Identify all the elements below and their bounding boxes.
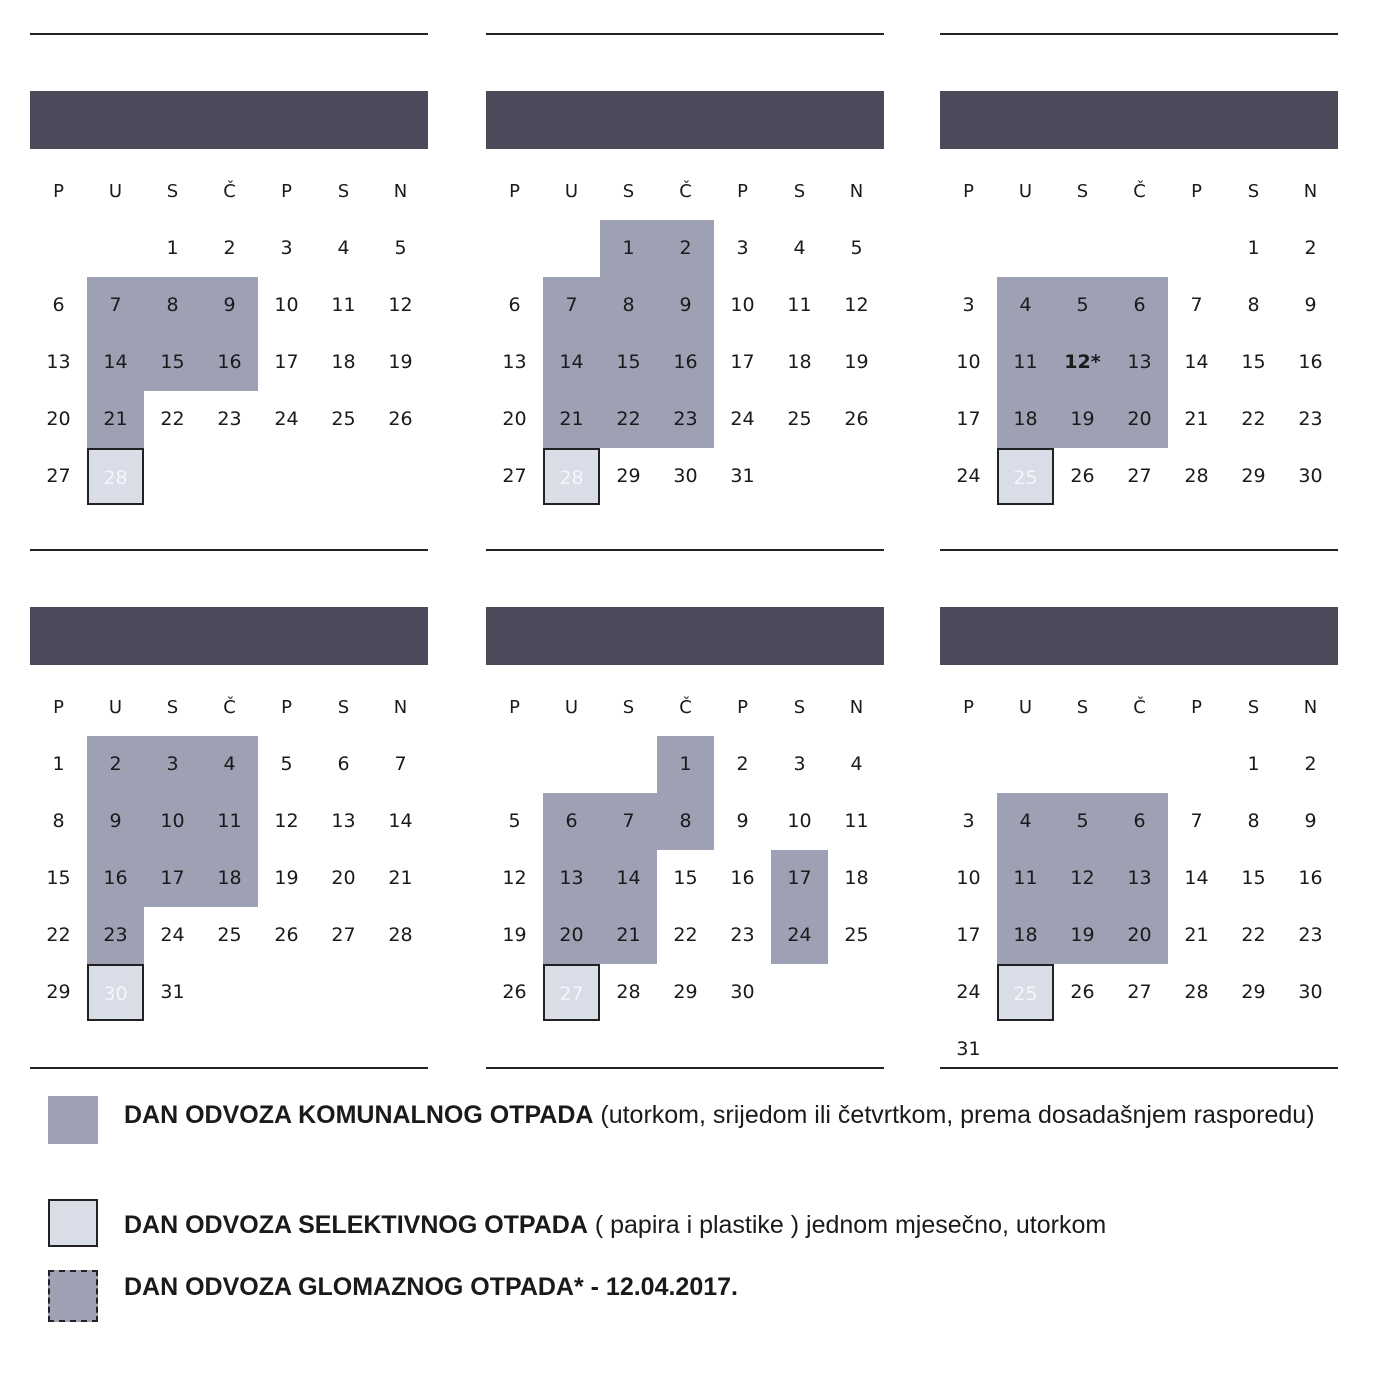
day-cell-komunalni: 14	[543, 334, 600, 391]
day-cell: 22	[1241, 408, 1266, 430]
day-cell: 10	[956, 351, 981, 373]
day-cell: 17	[956, 408, 981, 430]
weekday-label: S	[166, 181, 179, 202]
day-cell: 7	[1190, 810, 1203, 832]
day-cell: 18	[787, 351, 812, 373]
legend-komunalni-swatch	[48, 1096, 98, 1144]
weekday-label: U	[108, 697, 123, 718]
day-cell: 14	[388, 810, 413, 832]
weekday-label: Č	[679, 181, 692, 202]
day-cell: 8	[1247, 810, 1260, 832]
day-cell: 15	[673, 867, 698, 889]
day-cell: 19	[844, 351, 869, 373]
weekday-label: P	[281, 181, 292, 202]
day-cell-komunalni: 17	[144, 850, 201, 907]
day-cell: 13	[46, 351, 71, 373]
day-cell: 28	[616, 981, 641, 1003]
day-cell: 30	[1298, 981, 1323, 1003]
month-srpanj	[940, 549, 1338, 1089]
weekday-label: P	[737, 697, 748, 718]
day-cell-selektivni: 28	[543, 448, 600, 505]
day-cell: 25	[217, 924, 242, 946]
day-cell-komunalni: 11	[997, 850, 1054, 907]
day-cell-komunalni: 3	[144, 736, 201, 793]
divider	[940, 33, 1338, 35]
day-cell-komunalni: 8	[657, 793, 714, 850]
day-cell: 23	[217, 408, 242, 430]
day-cell-komunalni: 11	[997, 334, 1054, 391]
day-cell: 3	[962, 810, 975, 832]
day-cell-komunalni: 14	[600, 850, 657, 907]
weekday-label: S	[166, 697, 179, 718]
day-cell-komunalni: 6	[1111, 277, 1168, 334]
day-cell-komunalni: 17	[771, 850, 828, 907]
day-cell-komunalni: 16	[201, 334, 258, 391]
day-cell: 2	[1304, 753, 1317, 775]
day-cell-komunalni: 2	[87, 736, 144, 793]
day-cell: 23	[730, 924, 755, 946]
divider	[30, 549, 428, 551]
day-cell: 1	[1247, 753, 1260, 775]
weekday-label: P	[737, 181, 748, 202]
day-cell: 16	[1298, 867, 1323, 889]
day-cell: 26	[388, 408, 413, 430]
weekday-label: Č	[679, 697, 692, 718]
month-title	[486, 91, 884, 173]
day-cell-selektivni: 27	[543, 964, 600, 1021]
day-cell-komunalni: 13	[543, 850, 600, 907]
day-cell: 17	[956, 924, 981, 946]
month-title-label: Veljača	[194, 153, 264, 173]
day-cell: 9	[1304, 810, 1317, 832]
day-cell: 28	[388, 924, 413, 946]
day-cell: 24	[956, 465, 981, 487]
day-cell: 5	[508, 810, 521, 832]
day-cell-komunalni: 13	[1111, 850, 1168, 907]
day-cell: 31	[160, 981, 185, 1003]
divider	[486, 33, 884, 35]
legend-glomazni-bold: DAN ODVOZA GLOMAZNOG OTPADA* - 12.04.2017.	[124, 1273, 738, 1301]
day-cell-selektivni: 28	[87, 448, 144, 505]
weekday-label: U	[564, 181, 579, 202]
day-cell-komunalni: 2	[657, 220, 714, 277]
day-cell: 31	[956, 1038, 981, 1060]
weekday-label: P	[509, 181, 520, 202]
day-cell: 25	[787, 408, 812, 430]
day-cell: 14	[1184, 867, 1209, 889]
day-cell: 24	[160, 924, 185, 946]
day-cell-komunalni: 18	[997, 391, 1054, 448]
day-cell: 28	[1184, 981, 1209, 1003]
divider	[30, 1067, 428, 1069]
day-cell: 17	[730, 351, 755, 373]
day-cell: 20	[46, 408, 71, 430]
weekday-label: Č	[1133, 181, 1146, 202]
day-cell: 12	[274, 810, 299, 832]
weekday-label: S	[1076, 181, 1089, 202]
day-cell: 14	[1184, 351, 1209, 373]
day-cell: 8	[52, 810, 65, 832]
day-cell-komunalni: 7	[87, 277, 144, 334]
day-cell: 16	[1298, 351, 1323, 373]
day-cell-komunalni: 9	[87, 793, 144, 850]
day-cell: 27	[1127, 465, 1152, 487]
day-cell-selektivni: 25	[997, 448, 1054, 505]
day-cell-komunalni: 6	[1111, 793, 1168, 850]
day-cell: 21	[1184, 924, 1209, 946]
legend-komunalni-normal: (utorkom, srijedom ili četvrtkom, prema dosadašnjem rasporedu)	[593, 1101, 1315, 1129]
day-cell: 29	[616, 465, 641, 487]
day-cell-komunalni: 11	[201, 793, 258, 850]
day-cell: 16	[730, 867, 755, 889]
weekday-label: P	[963, 181, 974, 202]
day-cell: 27	[1127, 981, 1152, 1003]
divider	[486, 549, 884, 551]
day-cell-komunalni: 21	[600, 907, 657, 964]
day-cell-komunalni: 21	[87, 391, 144, 448]
day-cell: 5	[280, 753, 293, 775]
day-cell: 21	[1184, 408, 1209, 430]
legend-glomazni-swatch	[48, 1270, 98, 1322]
day-cell-komunalni: 15	[144, 334, 201, 391]
day-cell: 11	[787, 294, 812, 316]
day-cell-komunalni: 22	[600, 391, 657, 448]
weekday-label: N	[1303, 181, 1318, 202]
legend-selektivni-bold: DAN ODVOZA SELEKTIVNOG OTPADA	[124, 1211, 588, 1239]
day-cell: 22	[46, 924, 71, 946]
day-cell: 18	[844, 867, 869, 889]
day-cell: 3	[280, 237, 293, 259]
day-cell: 12	[502, 867, 527, 889]
day-cell-komunalni: 8	[600, 277, 657, 334]
day-cell: 10	[956, 867, 981, 889]
month-travanj	[940, 33, 1338, 573]
weekday-label: P	[1191, 181, 1202, 202]
day-cell-komunalni: 18	[201, 850, 258, 907]
day-cell: 3	[793, 753, 806, 775]
day-cell-komunalni: 16	[87, 850, 144, 907]
day-cell-glomazni: 12*	[1054, 334, 1111, 391]
month-title	[30, 91, 428, 173]
day-cell: 30	[730, 981, 755, 1003]
day-cell: 30	[673, 465, 698, 487]
day-cell: 26	[1070, 465, 1095, 487]
day-cell: 27	[502, 465, 527, 487]
day-cell-selektivni: 30	[87, 964, 144, 1021]
day-cell: 28	[1184, 465, 1209, 487]
day-cell: 19	[388, 351, 413, 373]
day-cell: 13	[502, 351, 527, 373]
day-cell: 9	[736, 810, 749, 832]
month-lipanj	[486, 549, 884, 1089]
weekday-label: P	[963, 697, 974, 718]
day-cell-komunalni: 20	[1111, 391, 1168, 448]
day-cell: 10	[787, 810, 812, 832]
day-cell: 8	[1247, 294, 1260, 316]
month-title-label: Svibanj	[193, 669, 265, 689]
weekday-label: U	[1018, 697, 1033, 718]
day-cell: 12	[844, 294, 869, 316]
day-cell: 26	[274, 924, 299, 946]
day-cell-komunalni: 8	[144, 277, 201, 334]
month-title-label: Ožujak	[652, 153, 718, 173]
day-cell: 6	[337, 753, 350, 775]
weekday-label: N	[393, 697, 408, 718]
day-cell: 22	[160, 408, 185, 430]
day-cell-komunalni: 7	[543, 277, 600, 334]
day-cell: 1	[166, 237, 179, 259]
day-cell-selektivni: 25	[997, 964, 1054, 1021]
weekday-label: S	[337, 181, 350, 202]
day-cell-komunalni: 23	[657, 391, 714, 448]
day-cell-komunalni: 5	[1054, 277, 1111, 334]
day-cell-komunalni: 7	[600, 793, 657, 850]
weekday-label: P	[53, 697, 64, 718]
day-cell: 31	[730, 465, 755, 487]
day-cell: 27	[46, 465, 71, 487]
weekday-label: Č	[223, 697, 236, 718]
legend-komunalni-bold: DAN ODVOZA KOMUNALNOG OTPADA	[124, 1101, 594, 1129]
day-cell-komunalni: 19	[1054, 907, 1111, 964]
weekday-label: S	[1076, 697, 1089, 718]
day-cell-komunalni: 15	[600, 334, 657, 391]
day-cell: 26	[844, 408, 869, 430]
day-cell-komunalni: 4	[201, 736, 258, 793]
divider	[486, 1067, 884, 1069]
day-cell: 6	[508, 294, 521, 316]
day-cell: 4	[850, 753, 863, 775]
day-cell: 29	[673, 981, 698, 1003]
month-title-label: Srpanj	[1107, 669, 1171, 689]
day-cell: 30	[1298, 465, 1323, 487]
day-cell-komunalni: 23	[87, 907, 144, 964]
day-cell: 29	[46, 981, 71, 1003]
day-cell: 6	[52, 294, 65, 316]
day-cell: 29	[1241, 465, 1266, 487]
day-cell: 4	[793, 237, 806, 259]
day-cell: 5	[394, 237, 407, 259]
day-cell-komunalni: 1	[600, 220, 657, 277]
day-cell: 21	[388, 867, 413, 889]
day-cell-komunalni: 4	[997, 277, 1054, 334]
legend-selektivni-normal: ( papira i plastike ) jednom mjesečno, utorkom	[587, 1211, 1107, 1239]
divider	[940, 1067, 1338, 1069]
day-cell: 24	[730, 408, 755, 430]
day-cell: 10	[274, 294, 299, 316]
day-cell: 25	[331, 408, 356, 430]
month-title	[940, 607, 1338, 689]
weekday-label: N	[393, 181, 408, 202]
day-cell: 15	[1241, 351, 1266, 373]
weekday-label: Č	[1133, 697, 1146, 718]
month-title-label: Travanj	[1103, 153, 1175, 173]
month-title	[940, 91, 1338, 173]
day-cell: 20	[331, 867, 356, 889]
day-cell-komunalni: 10	[144, 793, 201, 850]
day-cell: 20	[502, 408, 527, 430]
day-cell: 9	[1304, 294, 1317, 316]
weekday-label: S	[793, 181, 806, 202]
day-cell: 11	[844, 810, 869, 832]
weekday-label: S	[622, 181, 635, 202]
weekday-label: N	[849, 181, 864, 202]
day-cell-komunalni: 1	[657, 736, 714, 793]
weekday-label: S	[337, 697, 350, 718]
weekday-label: N	[1303, 697, 1318, 718]
day-cell: 23	[1298, 408, 1323, 430]
weekday-label: S	[622, 697, 635, 718]
day-cell-komunalni: 9	[657, 277, 714, 334]
legend-komunalni-text	[124, 1094, 1324, 1136]
day-cell-komunalni: 20	[1111, 907, 1168, 964]
day-cell: 1	[1247, 237, 1260, 259]
day-cell: 18	[331, 351, 356, 373]
day-cell-komunalni: 9	[201, 277, 258, 334]
day-cell: 10	[730, 294, 755, 316]
day-cell-komunalni: 21	[543, 391, 600, 448]
month-title-label: Lipanj	[655, 669, 715, 689]
month-svibanj	[30, 549, 428, 1089]
day-cell: 29	[1241, 981, 1266, 1003]
day-cell: 24	[956, 981, 981, 1003]
day-cell: 15	[46, 867, 71, 889]
weekday-label: S	[793, 697, 806, 718]
legend-selektivni-text	[124, 1204, 1324, 1246]
day-cell: 26	[502, 981, 527, 1003]
month-veljača	[30, 33, 428, 573]
day-cell: 26	[1070, 981, 1095, 1003]
legend-selektivni-swatch	[48, 1199, 98, 1247]
day-cell-komunalni: 4	[997, 793, 1054, 850]
day-cell: 7	[394, 753, 407, 775]
day-cell: 1	[52, 753, 65, 775]
day-cell-komunalni: 5	[1054, 793, 1111, 850]
day-cell: 13	[331, 810, 356, 832]
day-cell-komunalni: 12	[1054, 850, 1111, 907]
weekday-label: S	[1247, 697, 1260, 718]
divider	[30, 33, 428, 35]
day-cell: 4	[337, 237, 350, 259]
day-cell: 19	[502, 924, 527, 946]
day-cell-komunalni: 20	[543, 907, 600, 964]
day-cell: 3	[962, 294, 975, 316]
month-title	[486, 607, 884, 689]
day-cell: 19	[274, 867, 299, 889]
day-cell: 2	[223, 237, 236, 259]
day-cell: 12	[388, 294, 413, 316]
day-cell-komunalni: 19	[1054, 391, 1111, 448]
day-cell-komunalni: 18	[997, 907, 1054, 964]
day-cell-komunalni: 24	[771, 907, 828, 964]
day-cell: 3	[736, 237, 749, 259]
weekday-label: P	[1191, 697, 1202, 718]
day-cell-komunalni: 13	[1111, 334, 1168, 391]
day-cell: 22	[673, 924, 698, 946]
month-title	[30, 607, 428, 689]
month-ožujak	[486, 33, 884, 573]
day-cell: 2	[736, 753, 749, 775]
day-cell: 25	[844, 924, 869, 946]
day-cell: 23	[1298, 924, 1323, 946]
weekday-label: U	[564, 697, 579, 718]
day-cell: 15	[1241, 867, 1266, 889]
day-cell-komunalni: 16	[657, 334, 714, 391]
weekday-label: P	[53, 181, 64, 202]
day-cell-komunalni: 6	[543, 793, 600, 850]
day-cell: 2	[1304, 237, 1317, 259]
weekday-label: U	[1018, 181, 1033, 202]
day-cell: 27	[331, 924, 356, 946]
divider	[940, 549, 1338, 551]
weekday-label: P	[509, 697, 520, 718]
weekday-label: U	[108, 181, 123, 202]
day-cell: 22	[1241, 924, 1266, 946]
weekday-label: Č	[223, 181, 236, 202]
weekday-label: N	[849, 697, 864, 718]
legend-glomazni-text	[124, 1266, 1324, 1308]
day-cell: 11	[331, 294, 356, 316]
weekday-label: P	[281, 697, 292, 718]
day-cell: 24	[274, 408, 299, 430]
day-cell: 17	[274, 351, 299, 373]
day-cell: 7	[1190, 294, 1203, 316]
day-cell: 5	[850, 237, 863, 259]
day-cell-komunalni: 14	[87, 334, 144, 391]
weekday-label: S	[1247, 181, 1260, 202]
